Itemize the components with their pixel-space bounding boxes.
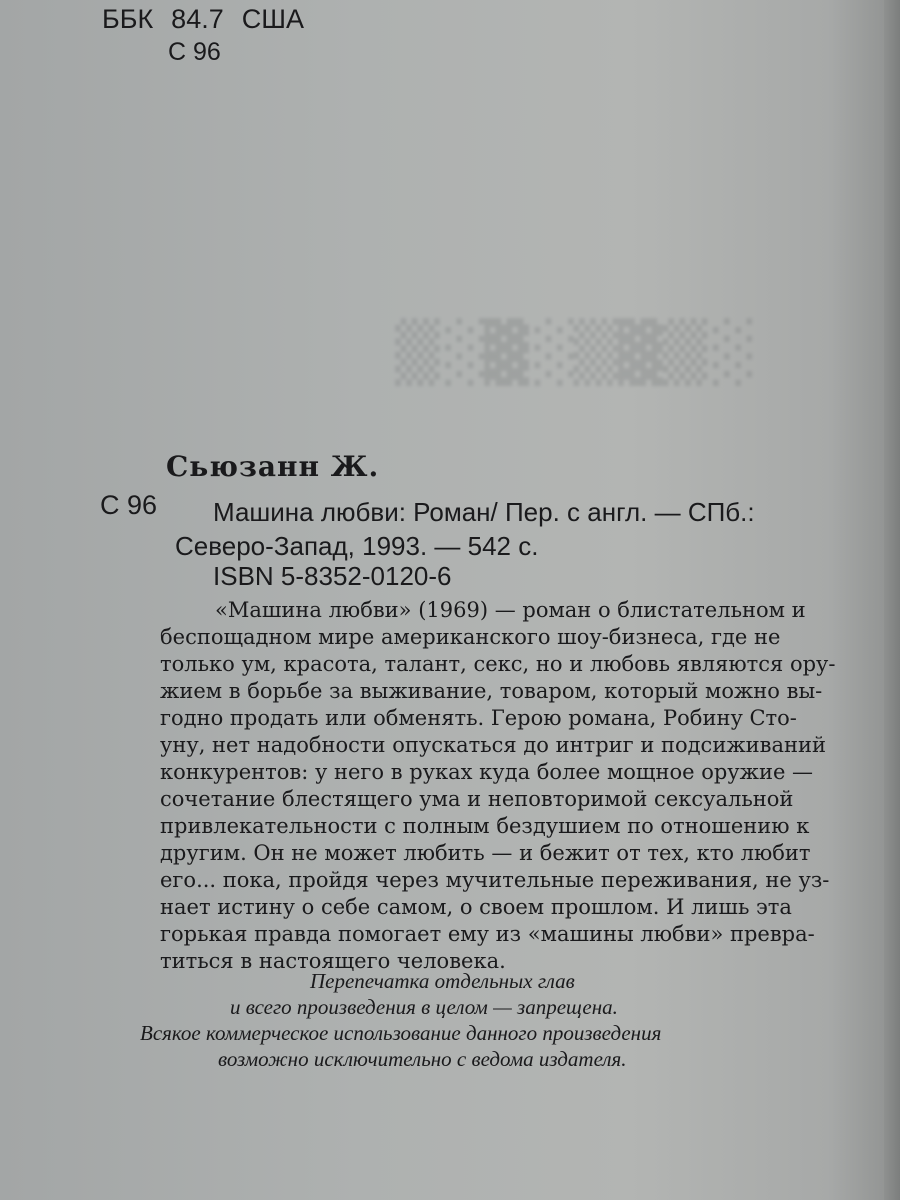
annotation-line: нает истину о себе самом, о своем прошлом. И лишь эта bbox=[160, 895, 792, 919]
copyright-notice bbox=[130, 968, 850, 1072]
isbn: ISBN 5-8352-0120-6 bbox=[213, 561, 452, 591]
notice-line: Перепечатка отдельных глав bbox=[310, 969, 575, 993]
bbk-number: 84.7 bbox=[171, 4, 224, 34]
annotation-line: беспощадном мире американского шоу-бизнеса, где не bbox=[160, 625, 781, 649]
annotation-line: его... пока, пройдя через мучительные переживания, не уз- bbox=[160, 868, 830, 892]
annotation-line: привлекательности с полным бездушием по отношению к bbox=[160, 814, 810, 838]
author-sign: С 96 bbox=[168, 38, 221, 66]
bleed-through-title: ░▒▓▒░▓░▒ bbox=[395, 318, 752, 386]
page-edge-shadow bbox=[884, 0, 900, 1200]
annotation bbox=[160, 597, 840, 975]
bbk-code: ББК bbox=[102, 4, 154, 34]
annotation-line: жием в борьбе за выживание, товаром, который можно вы- bbox=[160, 679, 823, 703]
annotation-line: только ум, красота, талант, секс, но и любовь являются ору- bbox=[160, 652, 836, 676]
annotation-line: «Машина любви» (1969) — роман о блистательном и bbox=[215, 598, 806, 622]
publisher-line: Северо-Запад, 1993. — 542 с. bbox=[175, 531, 539, 561]
annotation-line: сочетание блестящего ума и неповторимой сексуальной bbox=[160, 787, 794, 811]
bbk-classification bbox=[102, 4, 322, 35]
catalog-sign: С 96 bbox=[100, 490, 158, 520]
annotation-line: годно продать или обменять. Герою романа, Робину Сто- bbox=[160, 706, 797, 730]
title-line: Машина любви: Роман/ Пер. с англ. — СПб.: bbox=[213, 497, 755, 527]
bbk-country: США bbox=[241, 4, 304, 34]
annotation-line: уну, нет надобности опускаться до интриг и подсиживаний bbox=[160, 733, 826, 757]
notice-line: возможно исключительно с ведома издателя. bbox=[218, 1047, 627, 1071]
notice-line: Всякое коммерческое использование данного произведения bbox=[140, 1021, 662, 1045]
annotation-line: горькая правда помогает ему из «машины любви» превра- bbox=[160, 922, 815, 946]
notice-line: и всего произведения в целом — запрещена. bbox=[230, 995, 618, 1019]
annotation-line: другим. Он не может любить — и бежит от тех, кто любит bbox=[160, 841, 811, 865]
annotation-line: конкурентов: у него в руках куда более мощное оружие — bbox=[160, 760, 814, 784]
annotation-line: титься в настоящего человека. bbox=[160, 949, 506, 973]
author-name: Сьюзанн Ж. bbox=[166, 450, 380, 483]
